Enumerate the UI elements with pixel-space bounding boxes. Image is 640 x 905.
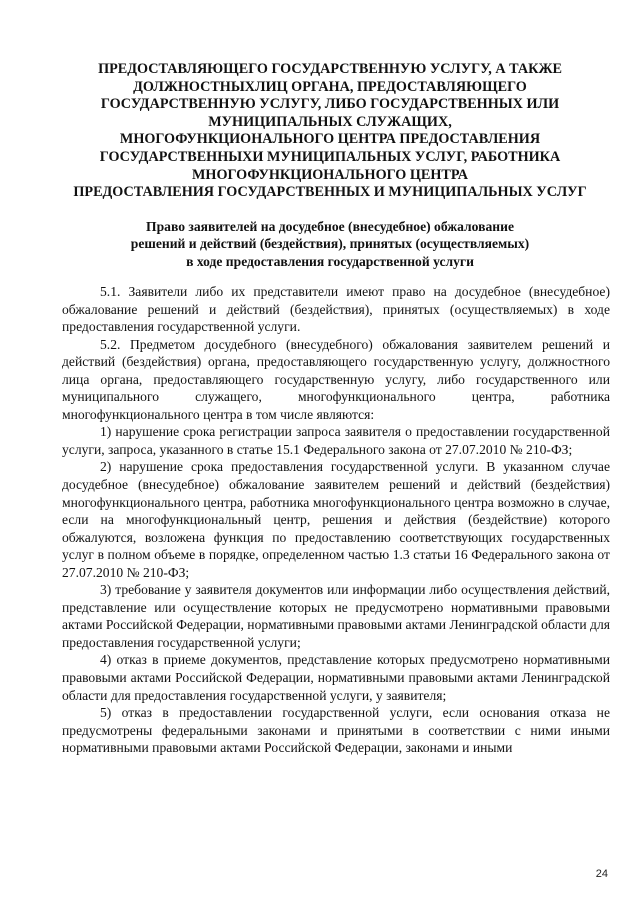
heading-line: ГОСУДАРСТВЕННЫХИ МУНИЦИПАЛЬНЫХ УСЛУГ, РАБОТНИКА [99,148,561,165]
subheading-line: Право заявителей на досудебное (внесудебное) обжалование [146,219,514,234]
heading-line: ГОСУДАРСТВЕННУЮ УСЛУГУ, ЛИБО ГОСУДАРСТВЕННЫХ ИЛИ [100,96,560,113]
paragraph-5-2: 5.2. Предметом досудебного (внесудебного) обжалования заявителем решений и действий (бездействия) органа, предоставляющего государственную услугу, должностного лица органа, предоставляющего государственную услугу, либо государственного или муниципального служащего, многофункционального центра, работника многофункционального центра в том числе являются: [62,336,610,422]
heading-line: ПРЕДОСТАВЛЯЮЩЕГО ГОСУДАРСТВЕННУЮ УСЛУГУ, А ТАКЖЕ [98,61,562,77]
subheading-line: в ходе предоставления государственной услуги [186,253,474,269]
list-item-5: 5) отказ в предоставлении государственной услуги, если основания отказа не предусмотрены федеральными законами и принятыми в соответствии с ними иными нормативными правовыми актами Российской Федерации, законами и иными [62,705,610,756]
paragraph-5-1: 5.1. Заявители либо их представители имеют право на досудебное (внесудебное) обжалование решений и действий (бездействия), принятых (осуществляемых) в ходе предоставления государственной услуги. [62,284,610,335]
list-item-3: 3) требование у заявителя документов или информации либо осуществления действий, представление или осуществление которых не предусмотрено нормативными правовыми актами Российской Федерации, нормативными правовыми актами Ленинградской области для предоставления государственной услуги; [62,582,610,650]
list-item-1: 1) нарушение срока регистрации запроса заявителя о предоставлении государственной услуги, запроса, указанного в статье 15.1 Федерального закона от 27.07.2010 № 210-ФЗ; [62,424,610,457]
subsection-heading [50,218,610,270]
heading-line: ДОЛЖНОСТНЫХЛИЦ ОРГАНА, ПРЕДОСТАВЛЯЮЩЕГО [133,78,527,95]
body-text [62,283,610,757]
heading-line: МУНИЦИПАЛЬНЫХ СЛУЖАЩИХ, [208,113,452,130]
heading-line: МНОГОФУНКЦИОНАЛЬНОГО ЦЕНТРА ПРЕДОСТАВЛЕНИЯ [119,131,541,148]
heading-line: ПРЕДОСТАВЛЕНИЯ ГОСУДАРСТВЕННЫХ И МУНИЦИПАЛЬНЫХ УСЛУГ [73,184,587,201]
list-item-2: 2) нарушение срока предоставления государственной услуги. В указанном случае досудебное (внесудебное) обжалование заявителем решений и действий (бездействия) многофункционального центра, работника многофункционального центра возможно в случае, если на многофункциональный центр, решения и действия (бездействие) которого обжалуются, возложена функция по предоставлению соответствующих государственных услуг в полном объеме в порядке, определенном частью 1.3 статьи 16 Федерального закона от 27.07.2010 № 210-ФЗ; [62,459,610,580]
section-heading [50,61,610,202]
page-number: 24 [595,868,608,880]
heading-line: МНОГОФУНКЦИОНАЛЬНОГО ЦЕНТРА [192,166,468,183]
subheading-line: решений и действий (бездействия), принятых (осуществляемых) [130,236,530,252]
list-item-4: 4) отказ в приеме документов, представление которых предусмотрено нормативными правовыми актами Российской Федерации, нормативными правовыми актами Ленинградской области для предоставления государственной услуги, у заявителя; [62,652,610,703]
